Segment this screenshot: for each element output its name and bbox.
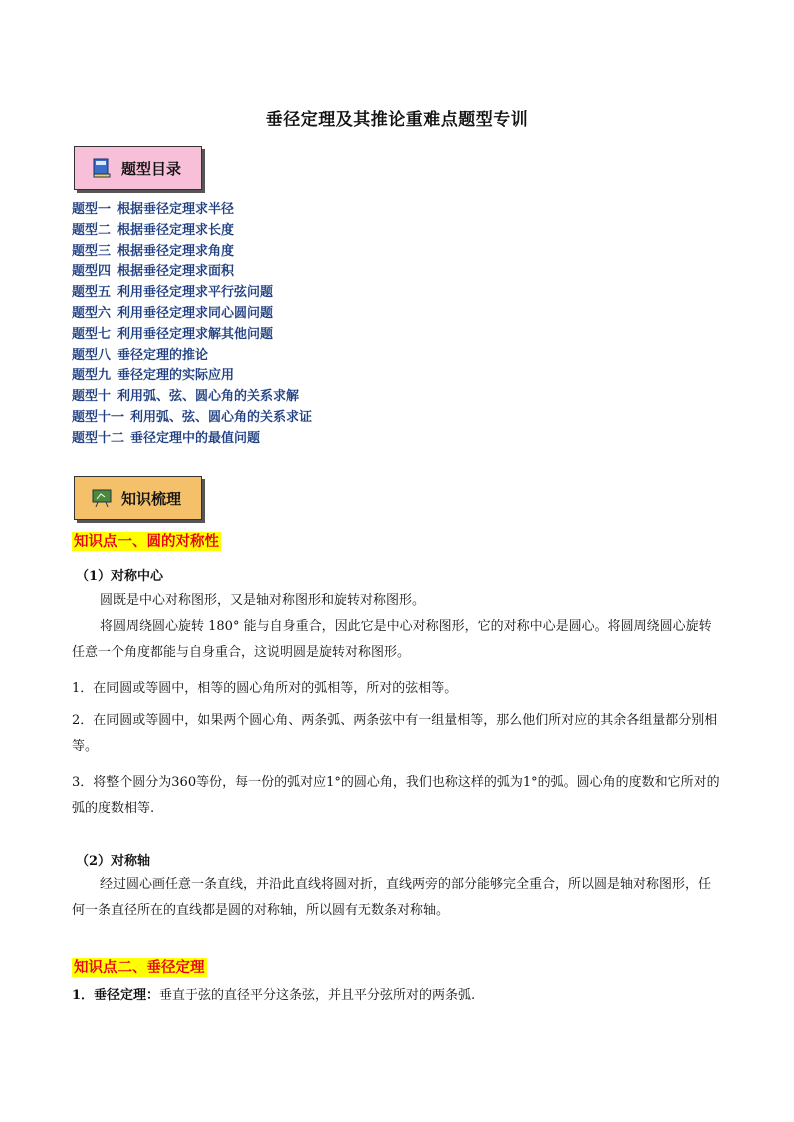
kp1-para1: 圆既是中心对称图形，又是轴对称图形和旋转对称图形。	[100, 593, 426, 608]
toc-section-badge	[74, 146, 202, 190]
toc-item: 题型六 利用垂径定理求同心圆问题	[72, 305, 274, 321]
toc-section-label: 题型目录	[121, 159, 182, 178]
toc-item: 题型一 根据垂径定理求半径	[72, 202, 235, 217]
kp2-item1-label: 1．垂径定理：	[72, 988, 160, 1003]
kp1-para3: 经过圆心画任意一条直线，并沿此直线将圆对折，直线两旁的部分能够完全重合，所以圆是轴对称图形，任何一条直径所在的直线都是圆的对称轴，所以圆有无数条对称轴。	[72, 877, 712, 918]
kp1-sub1: （1）对称中心	[76, 569, 164, 584]
knowledge-section-badge	[74, 476, 202, 520]
toc-item: 题型八 垂径定理的推论	[72, 347, 209, 363]
toc-item: 题型十一 利用弧、弦、圆心角的关系求证	[72, 409, 313, 425]
kp2-heading: 知识点二、垂径定理	[74, 959, 205, 976]
toc-item: 题型三 根据垂径定理求角度	[72, 243, 235, 259]
toc-item: 题型七 利用垂径定理求解其他问题	[72, 326, 274, 342]
kp1-item2: 2．在同圆或等圆中，如果两个圆心角、两条弧、两条弦中有一组量相等，那么他们所对应的其余各组量都分别相等。	[72, 713, 718, 754]
kp2-item1	[72, 983, 722, 1009]
toc-item: 题型四 根据垂径定理求面积	[72, 264, 235, 280]
kp1-para2: 将圆周绕圆心旋转 180° 能与自身重合，因此它是中心对称图形，它的对称中心是圆心。将圆周绕圆心旋转任意一个角度都能与自身重合，这说明圆是旋转对称图形。	[72, 619, 712, 660]
toc-item: 题型五 利用垂径定理求平行弦问题	[72, 285, 274, 301]
toc-item: 题型二 根据垂径定理求长度	[72, 222, 235, 238]
page-title: 垂径定理及其推论重难点题型专训	[265, 110, 529, 130]
kp1-sub2: （2）对称轴	[76, 854, 151, 869]
toc-item: 题型十 利用弧、弦、圆心角的关系求解	[72, 389, 300, 405]
book-icon	[91, 157, 113, 179]
kp1-item3: 3．将整个圆分为360等份，每一份的弧对应1°的圆心角，我们也称这样的弧为1°的弧。圆心角的度数和它所对的弧的度数相等.	[72, 775, 720, 816]
kp1-item1: 1．在同圆或等圆中，相等的圆心角所对的弧相等，所对的弦相等。	[72, 681, 458, 696]
toc-list	[72, 200, 312, 450]
blackboard-icon	[91, 487, 113, 509]
toc-item: 题型九 垂径定理的实际应用	[72, 368, 235, 384]
toc-item: 题型十二 垂径定理中的最值问题	[72, 430, 261, 446]
kp2-item1-text: 垂直于弦的直径平分这条弦，并且平分弦所对的两条弧.	[159, 988, 476, 1003]
kp1-heading: 知识点一、圆的对称性	[74, 533, 219, 550]
knowledge-section-label: 知识梳理	[121, 489, 182, 508]
